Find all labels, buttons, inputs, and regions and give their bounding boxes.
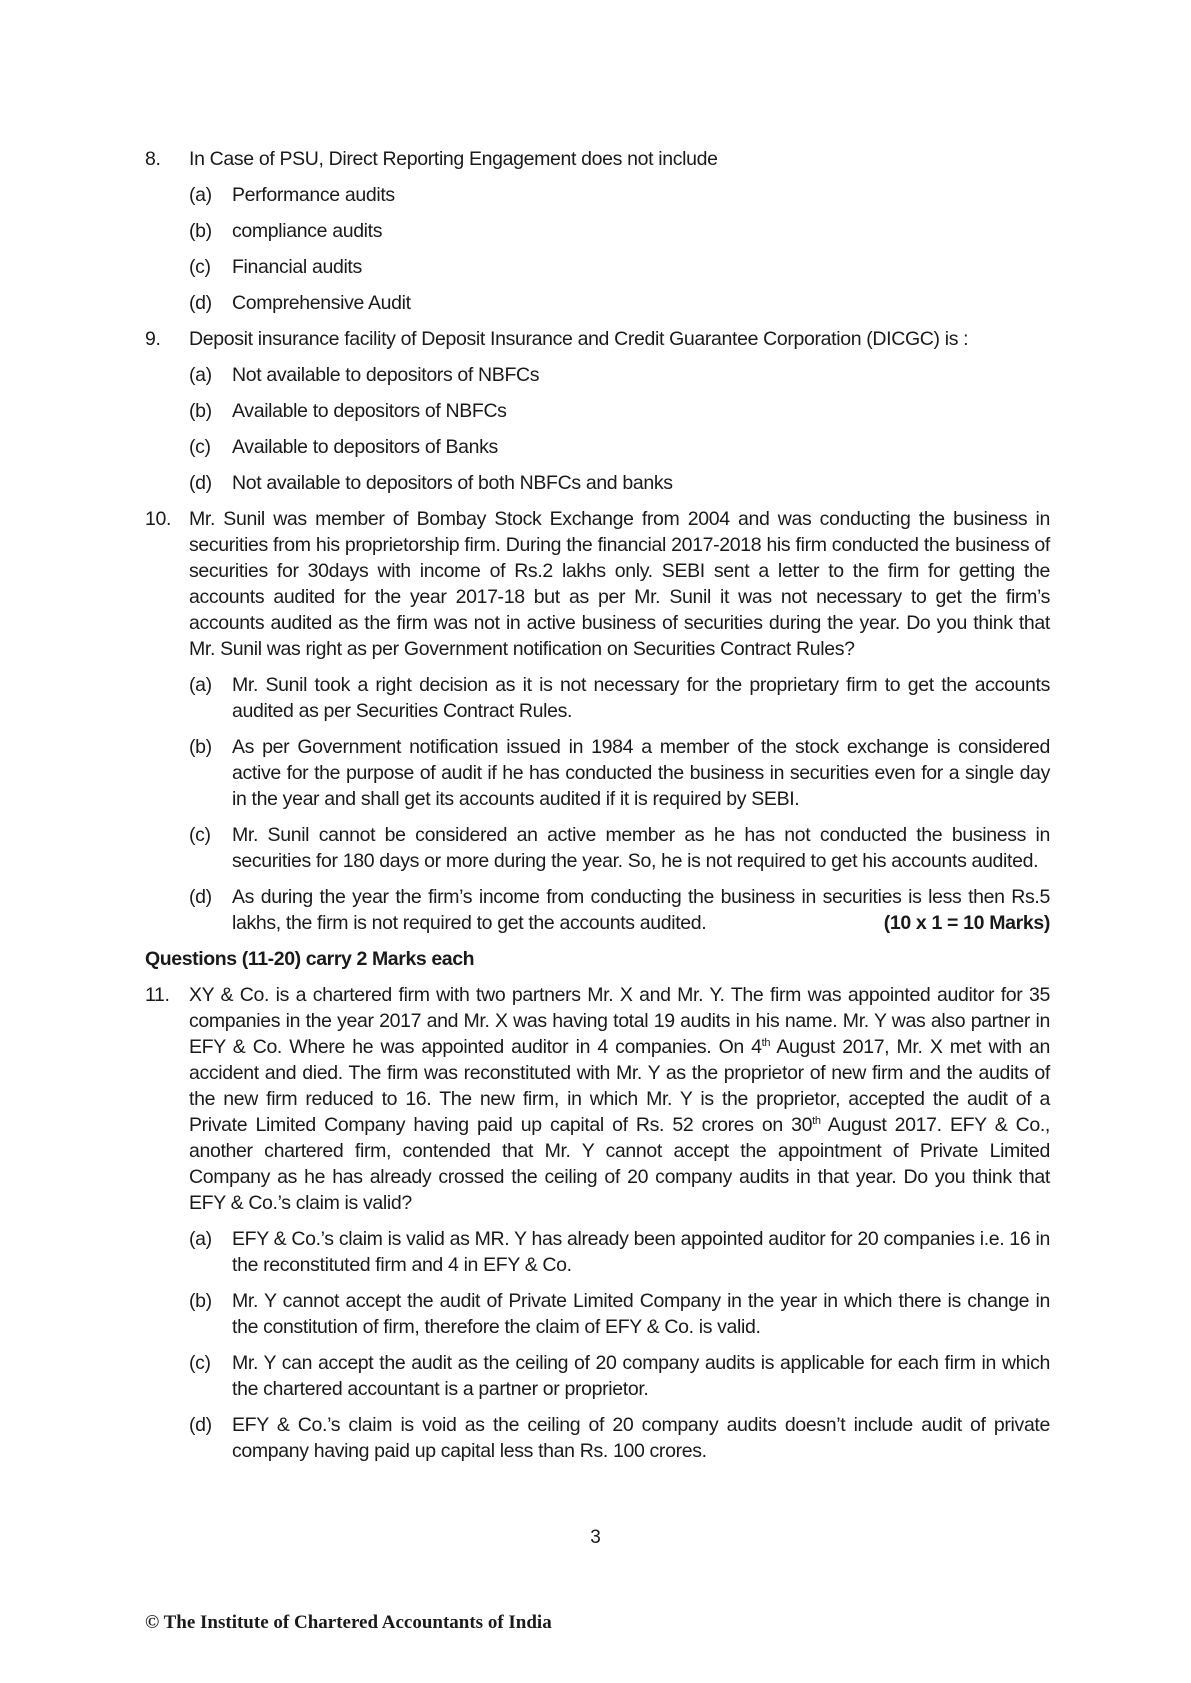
question-10 xyxy=(145,506,1050,662)
option-text: EFY & Co.’s claim is valid as MR. Y has already been appointed auditor for 20 companies i.e. 16 in the reconstituted firm and 4 in EFY & Co. xyxy=(232,1228,1050,1276)
option-text: As per Government notification issued in 1984 a member of the stock exchange is considered active for the purpose of audit if he has conducted the business in securities even for a single day in the year and shall get its accounts audited if it is required by SEBI. xyxy=(232,736,1050,810)
marks-total: (10 x 1 = 10 Marks) xyxy=(883,912,1050,934)
footer-copyright: © The Institute of Chartered Accountants of India xyxy=(145,1612,552,1633)
option-11c xyxy=(145,1350,1050,1402)
option-label: (a) xyxy=(189,674,212,696)
question-8 xyxy=(145,146,1050,172)
option-label: (c) xyxy=(189,436,211,458)
option-label: (a) xyxy=(189,184,212,206)
option-text: Mr. Y cannot accept the audit of Private Limited Company in the year in which there is change in the constitution of firm, therefore the claim of EFY & Co. is valid. xyxy=(232,1290,1050,1338)
option-text: Mr. Sunil took a right decision as it is not necessary for the proprietary firm to get the accounts audited as per Securities Contract Rules. xyxy=(232,674,1050,722)
question-number: 8. xyxy=(145,148,161,170)
option-text: Financial audits xyxy=(232,256,362,278)
option-text: Mr. Y can accept the audit as the ceiling of 20 company audits is applicable for each firm in which the chartered accountant is a partner or proprietor. xyxy=(232,1352,1050,1400)
option-9d xyxy=(145,470,1050,496)
option-10a xyxy=(145,672,1050,724)
question-number: 11. xyxy=(145,984,170,1006)
question-text-part: XY & Co. is a chartered firm with two partners Mr. X and Mr. Y. The firm was appointed auditor for 35 companies in the year 2017 and Mr. X was having total 19 audits in his name. Mr. Y was also partner in EFY & Co. Where he was appointed auditor in 4 companies. On 4 xyxy=(189,984,1050,1058)
option-9c xyxy=(145,434,1050,460)
option-11d xyxy=(145,1412,1050,1464)
option-text: Available to depositors of Banks xyxy=(232,436,498,458)
question-9 xyxy=(145,326,1050,352)
option-10c xyxy=(145,822,1050,874)
option-9b xyxy=(145,398,1050,424)
page-number: 3 xyxy=(590,1527,601,1548)
option-10d xyxy=(145,884,1050,936)
option-11a xyxy=(145,1226,1050,1278)
question-number: 9. xyxy=(145,328,161,350)
section-heading: Questions (11-20) carry 2 Marks each xyxy=(145,948,475,970)
ordinal-suffix: th xyxy=(812,1115,821,1127)
question-number: 10. xyxy=(145,508,172,530)
question-text: In Case of PSU, Direct Reporting Engagement does not include xyxy=(189,148,718,170)
question-text-part: August 2017, Mr. X met with an accident and died. The firm was reconstituted with Mr. Y as the proprietor of new firm and the audits of the new firm reduced to 16. The new firm, in which Mr. Y is the proprietor, accepted the audit of a Private Limited Company having paid up capital of Rs. 52 crores on 30 xyxy=(189,1036,1050,1136)
option-label: (c) xyxy=(189,1352,211,1374)
page-content xyxy=(145,146,1050,1464)
option-label: (a) xyxy=(189,1228,212,1250)
option-text: Performance audits xyxy=(232,184,395,206)
option-text: compliance audits xyxy=(232,220,383,242)
option-text: EFY & Co.’s claim is void as the ceiling of 20 company audits doesn’t include audit of private company having paid up capital less than Rs. 100 crores. xyxy=(232,1414,1050,1462)
option-text-body: As during the year the firm’s income from conducting the business in securities is less then Rs.5 lakhs, the firm is not required to get the accounts audited. xyxy=(232,886,1050,934)
option-text: Mr. Sunil cannot be considered an active member as he has not conducted the business in securities for 180 days or more during the year. So, he is not required to get his accounts audited. xyxy=(232,824,1050,872)
option-label: (d) xyxy=(189,1414,212,1436)
option-8b xyxy=(145,218,1050,244)
option-text: Not available to depositors of both NBFCs and banks xyxy=(232,472,673,494)
option-label: (b) xyxy=(189,736,212,758)
option-text: Comprehensive Audit xyxy=(232,292,411,314)
question-11 xyxy=(145,982,1050,1216)
option-text: Available to depositors of NBFCs xyxy=(232,400,507,422)
question-text: Deposit insurance facility of Deposit Insurance and Credit Guarantee Corporation (DICGC) is : xyxy=(189,328,969,350)
option-label: (b) xyxy=(189,220,212,242)
option-11b xyxy=(145,1288,1050,1340)
option-text: Not available to depositors of NBFCs xyxy=(232,364,540,386)
option-label: (d) xyxy=(189,886,212,908)
question-text-part: August 2017. EFY & Co., another chartered firm, contended that Mr. Y cannot accept the appointment of Private Limited Company as he has already crossed the ceiling of 20 company audits in that year. Do you think that EFY & Co.’s claim is valid? xyxy=(189,1114,1050,1214)
option-8c xyxy=(145,254,1050,280)
option-10b xyxy=(145,734,1050,812)
option-label: (d) xyxy=(189,472,212,494)
option-label: (d) xyxy=(189,292,212,314)
question-text xyxy=(189,982,1050,1216)
option-label: (b) xyxy=(189,1290,212,1312)
option-label: (b) xyxy=(189,400,212,422)
option-label: (a) xyxy=(189,364,212,386)
option-text xyxy=(232,884,1050,936)
question-text: Mr. Sunil was member of Bombay Stock Exchange from 2004 and was conducting the business in securities from his proprietorship firm. During the financial 2017-2018 his firm conducted the business of securities for 30days with income of Rs.2 lakhs only. SEBI sent a letter to the firm for getting the accounts audited for the year 2017-18 but as per Mr. Sunil it was not necessary to get the firm’s accounts audited as the firm was not in active business of securities during the year. Do you think that Mr. Sunil was right as per Government notification on Securities Contract Rules? xyxy=(189,508,1050,660)
ordinal-suffix: th xyxy=(761,1037,771,1049)
option-label: (c) xyxy=(189,256,211,278)
option-8d xyxy=(145,290,1050,316)
option-label: (c) xyxy=(189,824,211,846)
option-8a xyxy=(145,182,1050,208)
option-9a xyxy=(145,362,1050,388)
